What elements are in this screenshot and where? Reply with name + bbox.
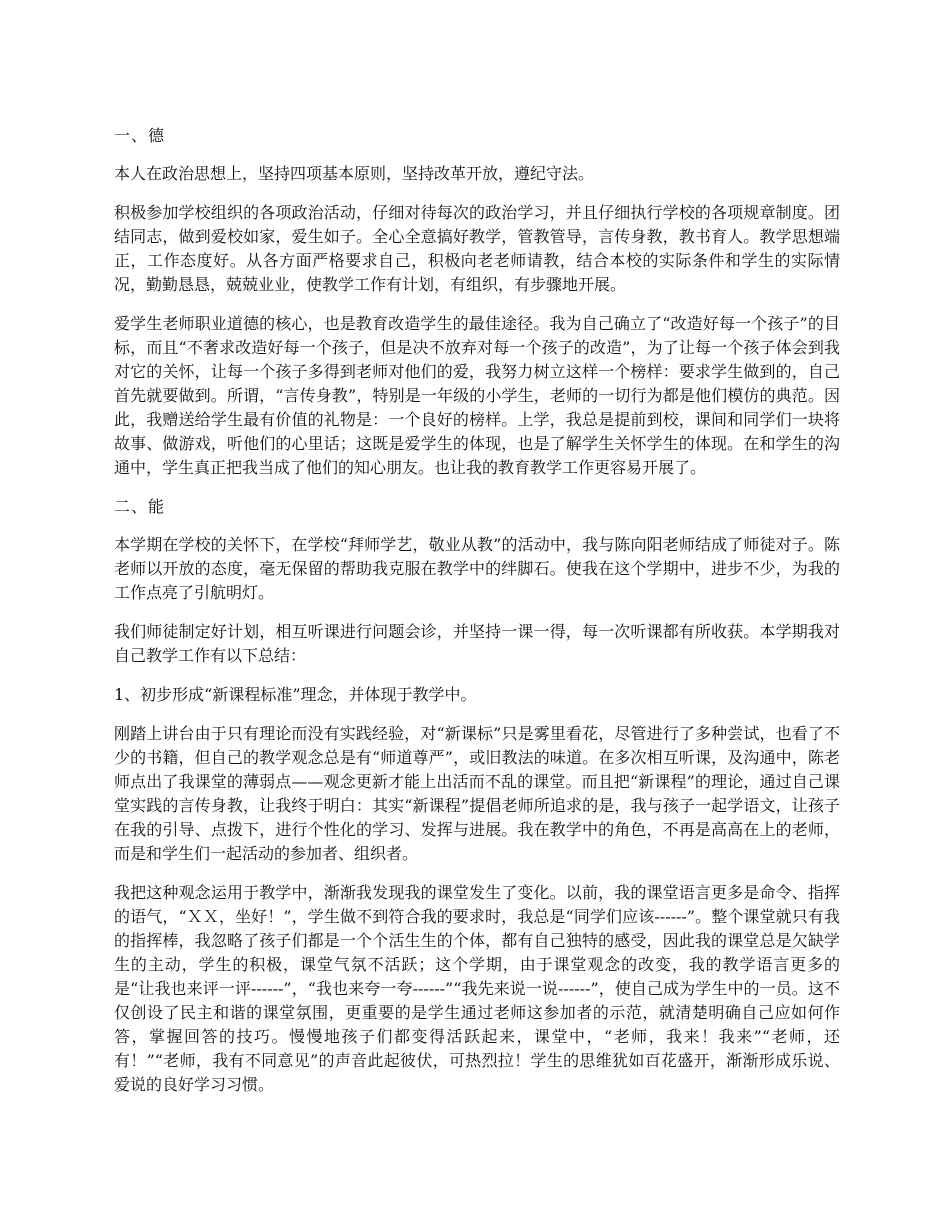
section-heading-de: 一、德: [114, 126, 166, 145]
paragraph: 本学期在学校的关怀下，在学校“拜师学艺，敬业从教”的活动中，我与陈向阳老师结成了师徒对子。陈老师以开放的态度，毫无保留的帮助我克服在教学中的绊脚石。使我在这个学期中，进步不少，为我的工作点亮了引航明灯。: [114, 535, 840, 602]
section-heading-neng: 二、能: [114, 497, 166, 516]
paragraph: 本人在政治思想上，坚持四项基本原则，坚持改革开放，遵纪守法。: [114, 164, 595, 183]
paragraph: 积极参加学校组织的各项政治活动，仔细对待每次的政治学习，并且仔细执行学校的各项规章制度。团结同志，做到爱校如家，爱生如子。全心全意搞好教学，管教管导，言传身教，教书育人。教学思想端正，工作态度好。从各方面严格要求自己，积极向老老师请教，结合本校的实际条件和学生的实际情况，勤勤恳恳，兢兢业业，使教学工作有计划，有组织，有步骤地开展。: [114, 203, 840, 294]
paragraph: 我把这种观念运用于教学中，渐渐我发现我的课堂发生了变化。以前，我的课堂语言更多是命令、指挥的语气，“ＸＸ，坐好！”，学生做不到符合我的要求时，我总是“同学们应该------”。整个课堂就只有我的指挥棒，我忽略了孩子们都是一个个活生生的个体，都有自己独特的感受，因此我的课堂总是欠缺学生的主动，学生的积极，课堂气氛不活跃；这个学期，由于课堂观念的改变，我的教学语言更多的是“让我也来评一评------”，“我也来夸一夸------”“我先来说一说------”，使自己成为学生中的一员。这不仅创设了民主和谐的课堂氛围，更重要的是学生通过老师这参加者的示范，就清楚明确自己应如何作答，掌握回答的技巧。慢慢地孩子们都变得活跃起来，课堂中，“老师，我来！我来”“老师，还有！”“老师，我有不同意见”的声音此起彼伏，可热烈拉！学生的思维犹如百花盛开，渐渐形成乐说、爱说的良好学习习惯。: [114, 883, 840, 1094]
document-body: [114, 124, 840, 1112]
paragraph: 刚踏上讲台由于只有理论而没有实践经验，对“新课标”只是雾里看花，尽管进行了多种尝试，也看了不少的书籍，但自己的教学观念总是有“师道尊严”，或旧教法的味道。在多次相互听课，及沟通中，陈老师点出了我课堂的薄弱点——观念更新才能上出活而不乱的课堂。而且把“新课程”的理论，通过自己课堂实践的言传身教，让我终于明白：其实“新课程”提倡老师所追求的是，我与孩子一起学语文，让孩子在我的引导、点拨下，进行个性化的学习、发挥与进展。我在教学中的角色，不再是高高在上的老师，而是和学生们一起活动的参加者、组织者。: [114, 724, 840, 863]
paragraph: 我们师徒制定好计划，相互听课进行问题会诊，并坚持一课一得，每一次听课都有所收获。本学期我对自己教学工作有以下总结：: [114, 622, 840, 665]
numbered-item: 1、初步形成“新课程标准”理念，并体现于教学中。: [114, 685, 477, 704]
paragraph: 爱学生老师职业道德的核心，也是教育改造学生的最佳途径。我为自己确立了“改造好每一个孩子”的目标，而且“不奢求改造好每一个孩子，但是决不放弃对每一个孩子的改造”，为了让每一个孩子体会到我对它的关怀，让每一个孩子多得到老师对他们的爱，我努力树立这样一个榜样：要求学生做到的，自己首先就要做到。所谓，“言传身教”，特别是一年级的小学生，老师的一切行为都是他们模仿的典范。因此，我赠送给学生最有价值的礼物是：一个良好的榜样。上学，我总是提前到校，课间和同学们一块将故事、做游戏，听他们的心里话；这既是爱学生的体现，也是了解学生关怀学生的体现。在和学生的沟通中，学生真正把我当成了他们的知心朋友。也让我的教育教学工作更容易开展了。: [114, 314, 840, 477]
